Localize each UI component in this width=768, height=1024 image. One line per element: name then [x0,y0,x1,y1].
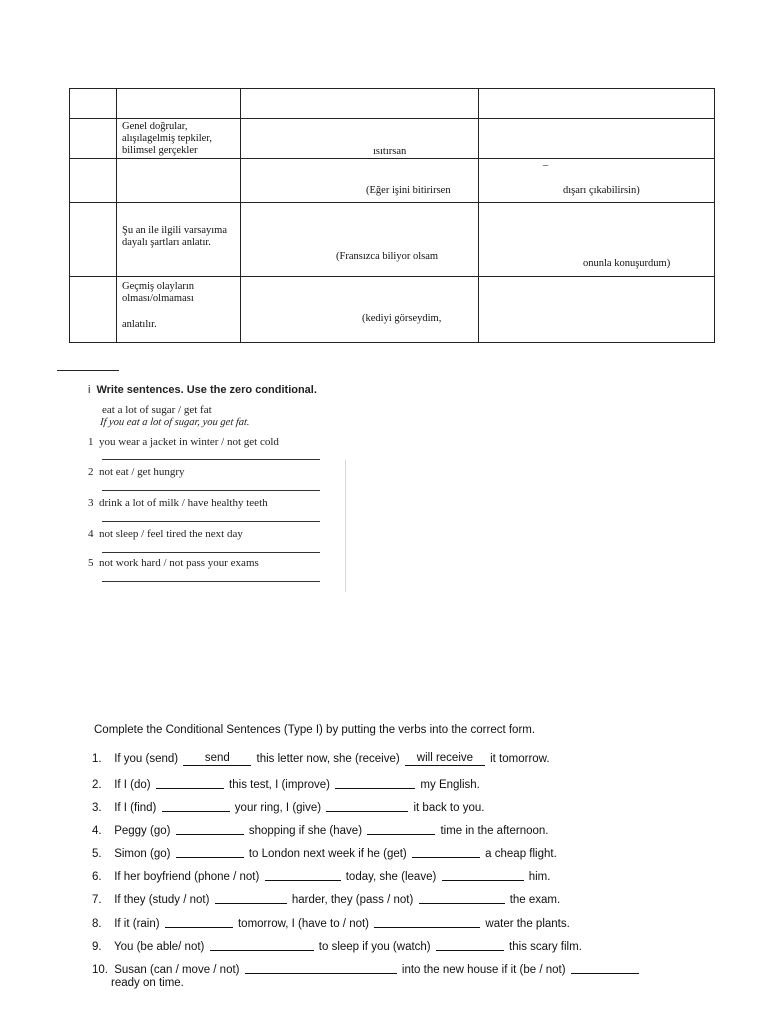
answer-blank[interactable] [442,869,524,881]
example-turkish: (Eğer işini bitirirsen [366,185,451,196]
table-cell [70,89,117,119]
table-row [70,89,715,119]
exercise-instruction: Complete the Conditional Sentences (Type I) by putting the verbs into the correct form. [94,724,536,736]
sentence-part: to London next week if he (get) [248,848,407,860]
sentence-item [92,799,484,814]
item-number: 4 [88,528,94,540]
table-cell [70,277,117,343]
answer-blank[interactable] [265,869,341,881]
table-cell [241,159,479,203]
example-turkish: (Fransızca biliyor olsam [336,251,439,262]
list-item [88,557,259,569]
answer-blank[interactable] [183,754,251,766]
example-turkish: onunla konuşurdum) [583,258,671,269]
table-cell [241,203,479,277]
sentence-part: tomorrow, I (have to / not) [237,918,370,930]
answer-blank[interactable] [176,846,244,858]
answer-blank[interactable] [326,800,408,812]
answer-line[interactable] [102,581,320,582]
example-prompt: eat a lot of sugar / get fat [102,404,212,416]
sentence-part: today, she (leave) [345,871,437,883]
table-cell [479,159,715,203]
sentence-part: water the plants. [485,918,570,930]
sentence-part: You (be able/ not) [114,941,205,953]
rule-past-events-cont: anlatılır. [122,319,157,330]
answer-blank[interactable] [571,962,639,974]
answer-blank[interactable] [405,754,485,766]
item-number: 3. [92,802,102,814]
item-number: 1. [92,753,102,765]
example-turkish: dışarı çıkabilirsin) [563,185,640,196]
table-cell [479,203,715,277]
answer-blank[interactable] [374,916,480,928]
item-number: 5. [92,848,102,860]
sentence-part: Susan (can / move / not) [114,964,240,976]
sentence-part: him. [528,871,551,883]
sentence-part: time in the afternoon. [440,825,549,837]
sentence-part: If I (do) [114,779,151,791]
answer-blank[interactable] [245,962,397,974]
answer-line[interactable] [102,459,320,460]
answer-line[interactable] [102,521,320,522]
sentence-part: to sleep if you (watch) [318,941,431,953]
sentence-continuation: ready on time. [111,977,184,989]
item-number: 9. [92,941,102,953]
sentence-part: If I (find) [114,802,157,814]
answer-blank[interactable] [162,800,230,812]
rule-general-truths: Genel doğrular, alışılagelmiş tepkiler, bilimsel gerçekler [122,121,212,156]
item-number: 8. [92,918,102,930]
sentence-part: harder, they (pass / not) [291,894,414,906]
table-cell [241,89,479,119]
answer-line[interactable] [102,490,320,491]
sentence-item [92,822,548,837]
answer-blank[interactable] [156,777,224,789]
item-prompt: not sleep / feel tired the next day [99,528,243,540]
table-cell [117,277,241,343]
sentence-part: it tomorrow. [490,753,550,765]
item-number: 4. [92,825,102,837]
table-cell [241,119,479,159]
sentence-item [92,845,557,860]
list-item [88,466,185,478]
sentence-part: your ring, I (give) [234,802,322,814]
exercise-heading-text: Write sentences. Use the zero conditional. [96,384,317,396]
answer-blank[interactable] [335,777,415,789]
sentence-part: a cheap flight. [485,848,557,860]
sentence-part: this letter now, she (receive) [256,753,400,765]
answer-line[interactable] [102,552,320,553]
sentence-item [92,753,550,765]
table-cell [70,119,117,159]
table-row [70,277,715,343]
sentence-part: this scary film. [509,941,582,953]
sentence-part: this test, I (improve) [229,779,331,791]
sentence-item [92,891,560,906]
answer-blank[interactable] [165,916,233,928]
table-cell [479,277,715,343]
item-number: 6. [92,871,102,883]
grammar-table [69,88,715,343]
sentence-item [92,961,641,976]
item-prompt: drink a lot of milk / have healthy teeth [99,497,268,509]
sentence-item [92,938,582,953]
item-number: 2 [88,466,94,478]
table-cell [70,159,117,203]
table-cell [479,89,715,119]
sentence-item [92,776,480,791]
sentence-part: If they (study / not) [114,894,210,906]
answer-blank[interactable] [419,892,505,904]
item-number: 3 [88,497,94,509]
answer-text: send [204,752,230,764]
answer-blank[interactable] [367,823,435,835]
exercise-heading [88,384,317,396]
table-row [70,119,715,159]
dash-mark: – [543,160,549,171]
sentence-part: If you (send) [114,753,179,765]
table-cell [117,119,241,159]
sentence-part: Simon (go) [114,848,171,860]
example-turkish: (kediyi görseydim, [362,313,442,324]
sentence-part: Peggy (go) [114,825,171,837]
zero-conditional-exercise [88,384,350,596]
exercise-number: i [88,384,91,396]
rule-past-events: Geçmiş olayların olması/olmaması [122,281,195,304]
answer-text: will receive [416,752,474,764]
table-cell [117,203,241,277]
sentence-part: If her boyfriend (phone / not) [114,871,260,883]
table-cell [117,159,241,203]
item-number: 7. [92,894,102,906]
example-answer: If you eat a lot of sugar, you get fat. [99,417,251,428]
scan-edge [345,460,346,592]
sentence-part: shopping if she (have) [248,825,363,837]
sentence-part: it back to you. [413,802,485,814]
table-row [70,203,715,277]
answer-blank[interactable] [436,939,504,951]
answer-blank[interactable] [176,823,244,835]
item-prompt: not work hard / not pass your exams [99,557,259,569]
answer-blank[interactable] [412,846,480,858]
item-number: 2. [92,779,102,791]
sentence-part: into the new house if it (be / not) [401,964,566,976]
item-number: 1 [88,436,94,448]
sentence-part: the exam. [509,894,561,906]
list-item [88,497,268,509]
sentence-part: my English. [420,779,480,791]
list-item [88,528,243,540]
table-cell [479,119,715,159]
answer-blank[interactable] [210,939,314,951]
table-cell [70,203,117,277]
sentence-item [92,868,550,883]
item-prompt: you wear a jacket in winter / not get cold [99,436,279,448]
sentence-part: If it (rain) [114,918,160,930]
item-number: 5 [88,557,94,569]
item-number: 10. [92,964,108,976]
list-item [88,436,279,448]
table-cell [117,89,241,119]
table-row [70,159,715,203]
table-cell [241,277,479,343]
item-prompt: not eat / get hungry [99,466,185,478]
section-divider [57,370,119,371]
rule-present-hypothetical: Şu an ile ilgili varsayıma dayalı şartları anlatır. [122,225,227,248]
answer-blank[interactable] [215,892,287,904]
example-turkish: ısıtırsan [373,146,407,157]
sentence-item [92,915,570,930]
